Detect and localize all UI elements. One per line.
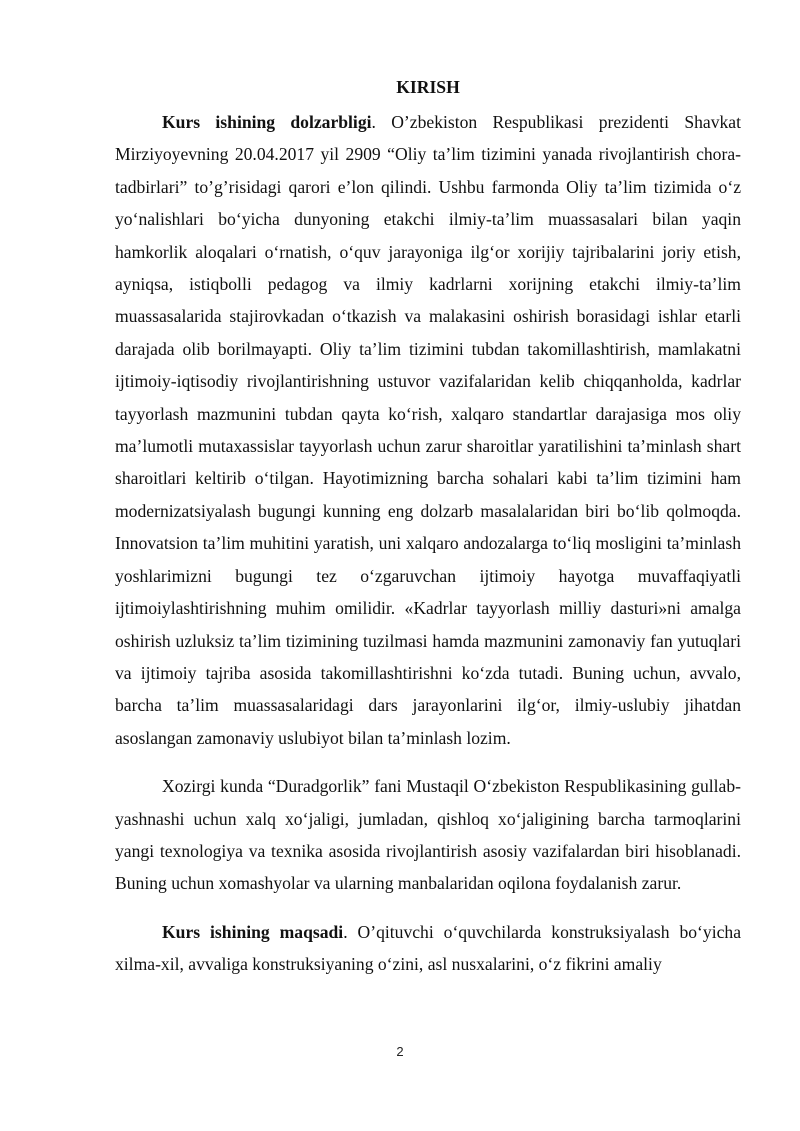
paragraph-carpentry (115, 770, 741, 900)
page-number: 2 (396, 1044, 404, 1059)
paragraph-heading: Kurs ishining dolzarbligi (162, 112, 372, 132)
paragraph-heading: Kurs ishining maqsadi (162, 921, 344, 942)
paragraph-text: Xozirgi kunda “Duradgorlik” fani Mustaqil O‘zbekiston Respublikasining gullab-yashnashi uchun xalq xo‘jaligi, jumladan, qishloq xo‘jaligining barcha tarmoqlarini yangi texnologiya va texnika asosida rivojlantirish asosiy vazifalardan biri hisoblanadi. Buning uchun xomashyolar va ularning manbalaridan oqilona foydalanish zarur. (115, 776, 741, 894)
paragraph-text: . O’zbekiston Respublikasi prezidenti Shavkat Mirziyoyevning 20.04.2017 yil 2909 “Oliy ta’lim tizimini yanada rivojlantirish chora-tadbirlari” to’g’risidagi qarori e’lon qilindi. Ushbu farmonda Oliy ta’lim tizimida o‘z yo‘nalishlari bo‘yicha dunyoning etakchi ilmiy-ta’lim muassasalari bilan yaqin hamkorlik aloqalari o‘rnatish, o‘quv jarayoniga ilg‘or xorijiy tajribalarini joriy etish, ayniqsa, istiqbolli pedagog va ilmiy kadrlarni xorijning etakchi ilmiy-ta’lim muassasalarida stajirovkadan o‘tkazish va malakasini oshirish borasidagi ishlar etarli darajada olib borilmayapti. Oliy ta’lim tizimini tubdan takomillashtirish, mamlakatni ijtimoiy-iqtisodiy rivojlantirishning ustuvor vazifalaridan kelib chiqqanholda, kadrlar tayyorlash mazmunini tubdan qayta ko‘rish, xalqaro standartlar darajasiga mos oliy ma’lumotli mutaxassislar tayyorlash uchun zarur sharoitlar yaratilishini ta’minlash shart sharoitlari keltirib o‘tilgan. Hayotimizning barcha sohalari kabi ta’lim tizimini ham modernizatsiyalash bugungi kunning eng dolzarb masalalaridan biri bo‘lib qolmoqda. Innovatsion ta’lim muhitini yaratish, uni xalqaro andozalarga to‘liq mosligini ta’minlash yoshlarimizni bugungi tez o‘zgaruvchan ijtimoiy hayotga muvaffaqiyatli ijtimoiylashtirishning muhim omilidir. «Kadrlar tayyorlash milliy dasturi»ni amalga oshirish uzluksiz ta’lim tizimining tuzilmasi hamda mazmunini zamonaviy fan yutuqlari va ijtimoiy tajriba asosida takomillashtirishni ko‘zda tutadi. Buning uchun, avvalo, barcha ta’lim muassasalaridagi dars jarayonlarini ilg‘or, ilmiy-uslubiy jihatdan asoslangan zamonaviy uslubiyot bilan ta’minlash lozim. (115, 112, 742, 748)
paragraph-text: . O’qituvchi o‘quvchilarda konstruksiyalash bo‘yicha xilma-xil, avvaliga konstruksiyaning o‘zini, asl nusxalarini, o‘z fikrini amaliy (115, 921, 742, 975)
document-page (115, 72, 741, 997)
paragraph-relevance (115, 106, 741, 754)
page-title: KIRISH (396, 77, 460, 97)
paragraph-goal (115, 916, 741, 981)
